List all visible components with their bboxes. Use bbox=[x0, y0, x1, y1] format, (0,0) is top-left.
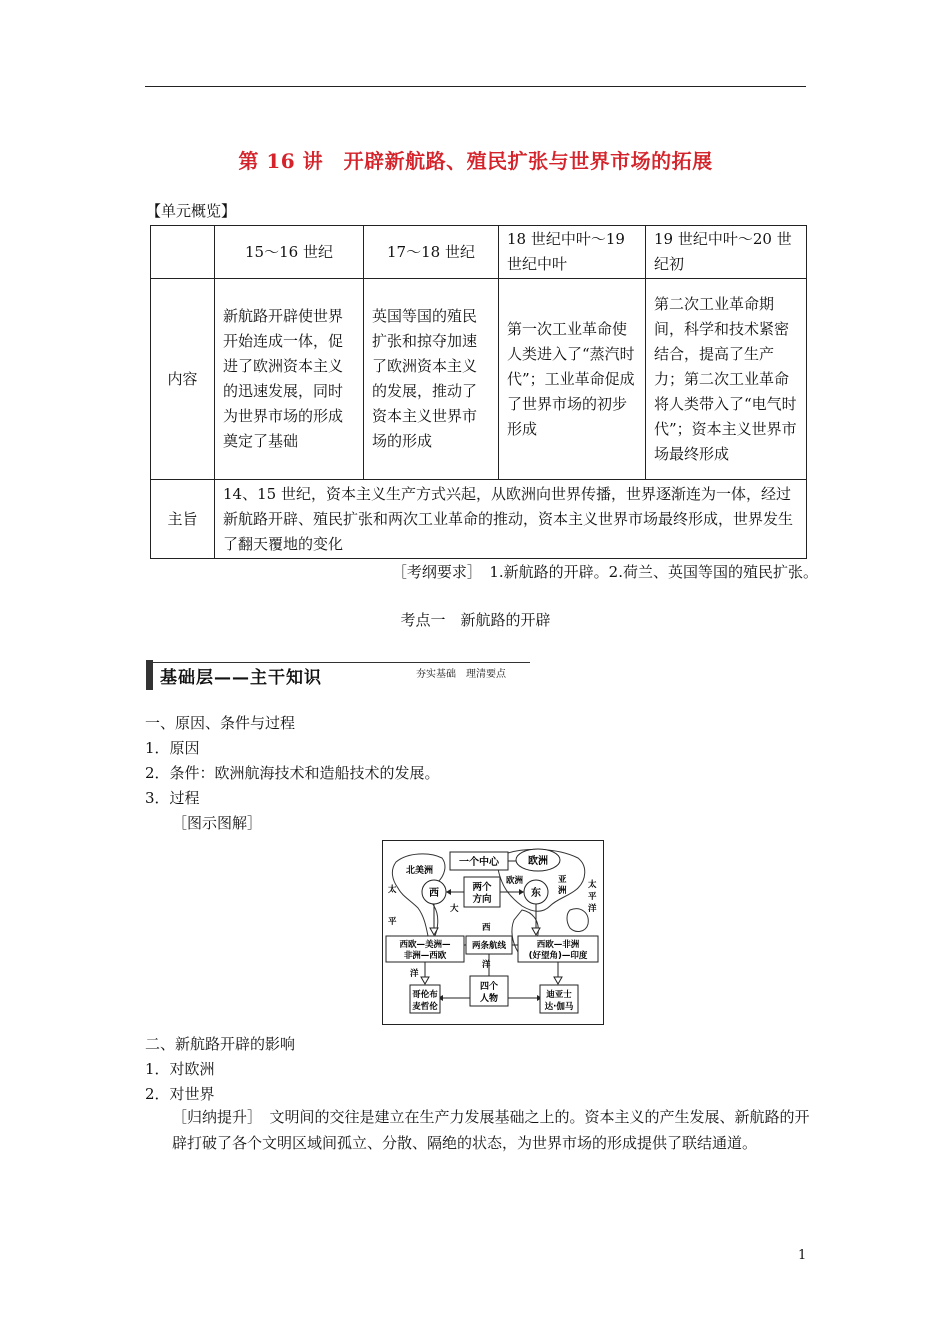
section2-item2: 2．对世界 bbox=[145, 1085, 215, 1103]
table-header-cell: 18 世纪中叶～19 世纪中叶 bbox=[499, 226, 646, 279]
table-cell: 14、15 世纪，资本主义生产方式兴起，从欧洲向世界传播，世界逐渐连为一体，经过新航路开辟、殖民扩张和两次工业革命的推动，资本主义世界市场最终形成，世界发生了翻天覆地的变化 bbox=[215, 480, 807, 559]
diagram-north-america: 北美洲 bbox=[406, 866, 434, 876]
section1-item2: 2．条件：欧洲航海技术和造船技术的发展。 bbox=[145, 764, 440, 782]
table-cell: 第一次工业革命使人类进入了“蒸汽时代”；工业革命促成了世界市场的初步形成 bbox=[499, 279, 646, 480]
diagram-pacific-right-2: 平 bbox=[588, 892, 597, 902]
table-cell: 新航路开辟使世界开始连成一体，促进了欧洲资本主义的迅速发展，同时为世界市场的形成奠定了基础 bbox=[215, 279, 364, 480]
diagram-dias: 迪亚士 bbox=[546, 990, 572, 1000]
diagram-west-label: 西 bbox=[429, 888, 439, 899]
summary-paragraph: ［归纳提升］ 文明间的交往是建立在生产力发展基础之上的。资本主义的产生发展、新航路的开辟打破了各个文明区域间孤立、分散、隔绝的状态，为世界市场的形成提供了联结通道。 bbox=[172, 1108, 810, 1152]
table-header-cell: 15～16 世纪 bbox=[215, 226, 364, 279]
diagram-east-label: 东 bbox=[531, 888, 541, 899]
diagram-route-east-2: (好望角)—印度 bbox=[528, 951, 588, 961]
table-row bbox=[151, 480, 807, 559]
diagram-atlantic-yang: 洋 bbox=[482, 960, 491, 970]
section1-heading: 一、原因、条件与过程 bbox=[145, 714, 296, 732]
diagram-da-gama: 达·伽马 bbox=[544, 1002, 574, 1012]
diagram-route-west-2: 非洲—西欧 bbox=[403, 951, 447, 961]
section2-item1: 1．对欧洲 bbox=[145, 1060, 215, 1078]
key-point-heading: 考点一 新航路的开辟 bbox=[400, 611, 551, 629]
exam-requirement: ［考纲要求］ 1.新航路的开辟。2.荷兰、英国等国的殖民扩张。 bbox=[391, 563, 818, 581]
diagram-asia-2: 洲 bbox=[558, 886, 567, 896]
section1-item3: 3．过程 bbox=[145, 789, 200, 807]
row-label-theme: 主旨 bbox=[151, 480, 215, 559]
diagram-pacific-right-3: 洋 bbox=[588, 904, 597, 914]
table-header-row bbox=[151, 226, 807, 279]
section-banner bbox=[146, 660, 530, 690]
page-title: 第 16 讲 开辟新航路、殖民扩张与世界市场的拓展 bbox=[238, 149, 713, 173]
diagram-asia-1: 亚 bbox=[558, 875, 567, 885]
diagram-atlantic-xi: 西 bbox=[482, 923, 491, 933]
diagram-two-directions-1: 两个 bbox=[472, 882, 492, 893]
diagram-pacific-left-1: 太 bbox=[388, 885, 397, 895]
page-number: 1 bbox=[798, 1248, 807, 1263]
table-header-cell: 19 世纪中叶～20 世纪初 bbox=[646, 226, 807, 279]
diagram-atlantic-da: 大 bbox=[450, 904, 459, 914]
section2-heading: 二、新航路开辟的影响 bbox=[145, 1035, 296, 1053]
table-cell: 第二次工业革命期间，科学和技术紧密结合，提高了生产力；第二次工业革命将人类带入了“电气时代”；资本主义世界市场最终形成 bbox=[646, 279, 807, 480]
diagram-route-east-1: 西欧—非洲 bbox=[536, 940, 580, 950]
table-corner-cell bbox=[151, 226, 215, 279]
diagram-europe-label: 欧洲 bbox=[528, 856, 548, 867]
diagram-four-figures-1: 四个 bbox=[479, 982, 499, 992]
overview-table bbox=[150, 225, 807, 559]
diagram-center-label: 一个中心 bbox=[459, 857, 499, 868]
diagram-four-figures-2: 人物 bbox=[479, 994, 499, 1004]
diagram-route-west-1: 西欧—美洲— bbox=[399, 940, 451, 950]
table-header-cell: 17～18 世纪 bbox=[364, 226, 499, 279]
diagram-two-directions-2: 方向 bbox=[472, 894, 492, 905]
unit-overview-label: 【单元概览】 bbox=[146, 202, 237, 220]
map-australia bbox=[567, 909, 588, 932]
section1-item1: 1．原因 bbox=[145, 739, 200, 757]
header-rule bbox=[145, 86, 806, 87]
diagram-pacific-right-1: 太 bbox=[588, 880, 597, 890]
diagram-pacific-left-2: 平 bbox=[388, 917, 397, 927]
diagram-columbus: 哥伦布 bbox=[412, 990, 438, 1000]
banner-bar bbox=[146, 660, 153, 690]
banner-title: 基础层——主干知识 bbox=[160, 668, 322, 688]
new-routes-diagram bbox=[382, 840, 604, 1025]
diagram-two-routes: 两条航线 bbox=[471, 941, 507, 951]
table-cell: 英国等国的殖民扩张和掠夺加速了欧洲资本主义的发展，推动了资本主义世界市场的形成 bbox=[364, 279, 499, 480]
diagram-europe-small: 欧洲 bbox=[506, 876, 524, 886]
diagram-magellan: 麦哲伦 bbox=[412, 1002, 438, 1012]
banner-subtitle: 夯实基础 理清要点 bbox=[416, 669, 506, 680]
table-row bbox=[151, 279, 807, 480]
figure-label: ［图示图解］ bbox=[172, 814, 263, 832]
row-label-content: 内容 bbox=[151, 279, 215, 480]
diagram-pacific-left-3: 洋 bbox=[410, 969, 419, 979]
